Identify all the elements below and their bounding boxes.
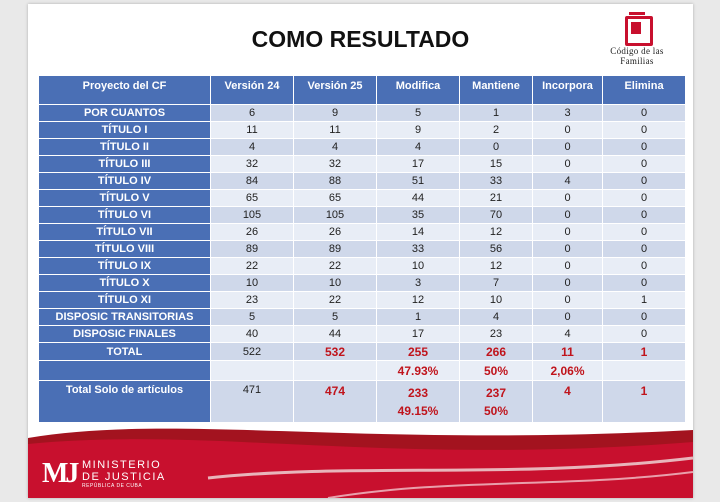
cell-elimina: 0 xyxy=(603,326,686,343)
cell-v25: 9 xyxy=(294,105,377,122)
solo-articulos-v24: 471 xyxy=(211,381,294,423)
col-header-incorpora: Incorpora xyxy=(533,76,603,105)
cell-incorpora: 4 xyxy=(533,326,603,343)
cell-v24: 26 xyxy=(211,224,294,241)
cell-mantiene: 56 xyxy=(460,241,533,258)
cell-v25: 4 xyxy=(294,139,377,156)
table-row xyxy=(39,105,686,122)
cell-elimina: 0 xyxy=(603,105,686,122)
cell-mantiene: 15 xyxy=(460,156,533,173)
solo-articulos-modifica: 233 xyxy=(407,386,429,400)
cell-v25: 5 xyxy=(294,309,377,326)
cell-v24: 89 xyxy=(211,241,294,258)
cell-mantiene: 33 xyxy=(460,173,533,190)
row-label: TÍTULO X xyxy=(39,275,211,292)
cell-elimina: 0 xyxy=(603,258,686,275)
cell-incorpora: 0 xyxy=(533,139,603,156)
cell-elimina: 0 xyxy=(603,173,686,190)
row-label: TÍTULO IV xyxy=(39,173,211,190)
cell-v24: 105 xyxy=(211,207,294,224)
slide-title: COMO RESULTADO xyxy=(251,26,470,52)
cell-incorpora: 0 xyxy=(533,258,603,275)
cell-v24: 23 xyxy=(211,292,294,309)
cell-incorpora: 0 xyxy=(533,275,603,292)
solo-articulos-row xyxy=(39,381,686,423)
table-row xyxy=(39,241,686,258)
logo-text-line1: Código de las xyxy=(610,46,664,56)
cell-incorpora: 0 xyxy=(533,224,603,241)
cell-mantiene: 2 xyxy=(460,122,533,139)
ministerio-line1: MINISTERIO xyxy=(82,458,162,471)
table-row xyxy=(39,139,686,156)
table-row xyxy=(39,309,686,326)
cell-elimina: 0 xyxy=(603,190,686,207)
cell-modifica: 1 xyxy=(377,309,460,326)
col-header-modifica: Modifica xyxy=(377,76,460,105)
cell-modifica: 12 xyxy=(377,292,460,309)
col-header-elimina: Elimina xyxy=(603,76,686,105)
row-label: TÍTULO III xyxy=(39,156,211,173)
logo-text-line2: Familias xyxy=(620,56,654,66)
percent-mantiene: 50% xyxy=(460,361,533,381)
cell-modifica: 33 xyxy=(377,241,460,258)
table-row xyxy=(39,190,686,207)
solo-articulos-elimina: 1 xyxy=(603,381,686,423)
cell-modifica: 4 xyxy=(377,139,460,156)
percent-row xyxy=(39,361,686,381)
total-mantiene: 266 xyxy=(460,343,533,361)
cell-modifica: 17 xyxy=(377,156,460,173)
cell-modifica: 35 xyxy=(377,207,460,224)
cell-mantiene: 23 xyxy=(460,326,533,343)
footer-banner xyxy=(28,418,693,498)
cell-incorpora: 3 xyxy=(533,105,603,122)
solo-articulos-modifica-pct: 49.15% xyxy=(397,404,439,418)
cell-v25: 11 xyxy=(294,122,377,139)
table-row xyxy=(39,156,686,173)
table-row xyxy=(39,326,686,343)
row-label: TÍTULO VII xyxy=(39,224,211,241)
percent-modifica: 47.93% xyxy=(377,361,460,381)
cell-incorpora: 0 xyxy=(533,122,603,139)
cell-elimina: 0 xyxy=(603,207,686,224)
table-row xyxy=(39,275,686,292)
cell-v24: 65 xyxy=(211,190,294,207)
cell-incorpora: 0 xyxy=(533,190,603,207)
row-label: TÍTULO II xyxy=(39,139,211,156)
cell-v25: 22 xyxy=(294,292,377,309)
solo-articulos-incorpora: 4 xyxy=(533,381,603,423)
percent-v24-cell xyxy=(211,361,294,381)
cell-incorpora: 0 xyxy=(533,292,603,309)
cell-mantiene: 70 xyxy=(460,207,533,224)
row-label: TÍTULO V xyxy=(39,190,211,207)
total-incorpora: 11 xyxy=(533,343,603,361)
row-label: POR CUANTOS xyxy=(39,105,211,122)
percent-elimina-cell xyxy=(603,361,686,381)
cell-v25: 10 xyxy=(294,275,377,292)
cell-elimina: 0 xyxy=(603,122,686,139)
ministerio-line2: DE JUSTICIA xyxy=(82,470,166,483)
total-modifica: 255 xyxy=(377,343,460,361)
percent-label-cell xyxy=(39,361,211,381)
row-label: DISPOSIC TRANSITORIAS xyxy=(39,309,211,326)
cell-v25: 88 xyxy=(294,173,377,190)
solo-articulos-mantiene-cell xyxy=(460,381,533,423)
row-label: DISPOSIC FINALES xyxy=(39,326,211,343)
cell-modifica: 17 xyxy=(377,326,460,343)
cell-mantiene: 21 xyxy=(460,190,533,207)
cell-v24: 4 xyxy=(211,139,294,156)
cell-v24: 22 xyxy=(211,258,294,275)
cell-v24: 10 xyxy=(211,275,294,292)
col-header-mantiene: Mantiene xyxy=(460,76,533,105)
cell-v25: 65 xyxy=(294,190,377,207)
cell-v25: 32 xyxy=(294,156,377,173)
results-table xyxy=(38,75,686,423)
table-row xyxy=(39,173,686,190)
percent-v25-cell xyxy=(294,361,377,381)
total-row xyxy=(39,343,686,361)
cell-modifica: 5 xyxy=(377,105,460,122)
cell-incorpora: 0 xyxy=(533,156,603,173)
cell-v24: 32 xyxy=(211,156,294,173)
cell-elimina: 1 xyxy=(603,292,686,309)
solo-articulos-modifica-cell xyxy=(377,381,460,423)
cell-elimina: 0 xyxy=(603,156,686,173)
cell-modifica: 10 xyxy=(377,258,460,275)
cell-v25: 89 xyxy=(294,241,377,258)
cell-v25: 22 xyxy=(294,258,377,275)
table-row xyxy=(39,292,686,309)
ministerio-line3: REPÚBLICA DE CUBA xyxy=(82,482,143,489)
cell-incorpora: 0 xyxy=(533,241,603,258)
cell-elimina: 0 xyxy=(603,309,686,326)
table-row xyxy=(39,122,686,139)
total-elimina: 1 xyxy=(603,343,686,361)
solo-articulos-v25: 474 xyxy=(294,381,377,423)
percent-incorpora: 2,06% xyxy=(533,361,603,381)
cell-v25: 105 xyxy=(294,207,377,224)
cell-elimina: 0 xyxy=(603,224,686,241)
cell-elimina: 0 xyxy=(603,139,686,156)
cell-incorpora: 4 xyxy=(533,173,603,190)
table-header-row xyxy=(39,76,686,105)
cell-v24: 5 xyxy=(211,309,294,326)
solo-articulos-mantiene: 237 xyxy=(485,386,507,400)
cell-mantiene: 10 xyxy=(460,292,533,309)
cell-modifica: 3 xyxy=(377,275,460,292)
logo-mark-icon xyxy=(619,12,655,46)
cell-mantiene: 12 xyxy=(460,258,533,275)
cell-v25: 44 xyxy=(294,326,377,343)
total-label: TOTAL xyxy=(39,343,211,361)
col-header-proyecto: Proyecto del CF xyxy=(39,76,211,105)
cell-v24: 84 xyxy=(211,173,294,190)
codigo-familias-logo xyxy=(591,12,683,72)
cell-elimina: 0 xyxy=(603,241,686,258)
col-header-version25: Versión 25 xyxy=(294,76,377,105)
cell-mantiene: 4 xyxy=(460,309,533,326)
cell-mantiene: 0 xyxy=(460,139,533,156)
cell-v24: 6 xyxy=(211,105,294,122)
cell-v25: 26 xyxy=(294,224,377,241)
cell-incorpora: 0 xyxy=(533,207,603,224)
cell-mantiene: 12 xyxy=(460,224,533,241)
col-header-version24: Versión 24 xyxy=(211,76,294,105)
cell-v24: 40 xyxy=(211,326,294,343)
row-label: TÍTULO XI xyxy=(39,292,211,309)
table-row xyxy=(39,224,686,241)
ministerio-logo xyxy=(42,458,166,490)
cell-v24: 11 xyxy=(211,122,294,139)
cell-mantiene: 1 xyxy=(460,105,533,122)
cell-modifica: 44 xyxy=(377,190,460,207)
row-label: TÍTULO I xyxy=(39,122,211,139)
table-row xyxy=(39,207,686,224)
row-label: TÍTULO VIII xyxy=(39,241,211,258)
total-v25: 532 xyxy=(294,343,377,361)
solo-articulos-mantiene-pct: 50% xyxy=(483,404,509,418)
row-label: TÍTULO VI xyxy=(39,207,211,224)
row-label: TÍTULO IX xyxy=(39,258,211,275)
cell-modifica: 9 xyxy=(377,122,460,139)
solo-articulos-label: Total Solo de artículos xyxy=(39,381,211,423)
cell-incorpora: 0 xyxy=(533,309,603,326)
cell-mantiene: 7 xyxy=(460,275,533,292)
mj-monogram-icon: MJ xyxy=(42,458,77,489)
presentation-slide xyxy=(28,4,693,498)
table-row xyxy=(39,258,686,275)
cell-elimina: 0 xyxy=(603,275,686,292)
cell-modifica: 51 xyxy=(377,173,460,190)
cell-modifica: 14 xyxy=(377,224,460,241)
total-v24: 522 xyxy=(211,343,294,361)
